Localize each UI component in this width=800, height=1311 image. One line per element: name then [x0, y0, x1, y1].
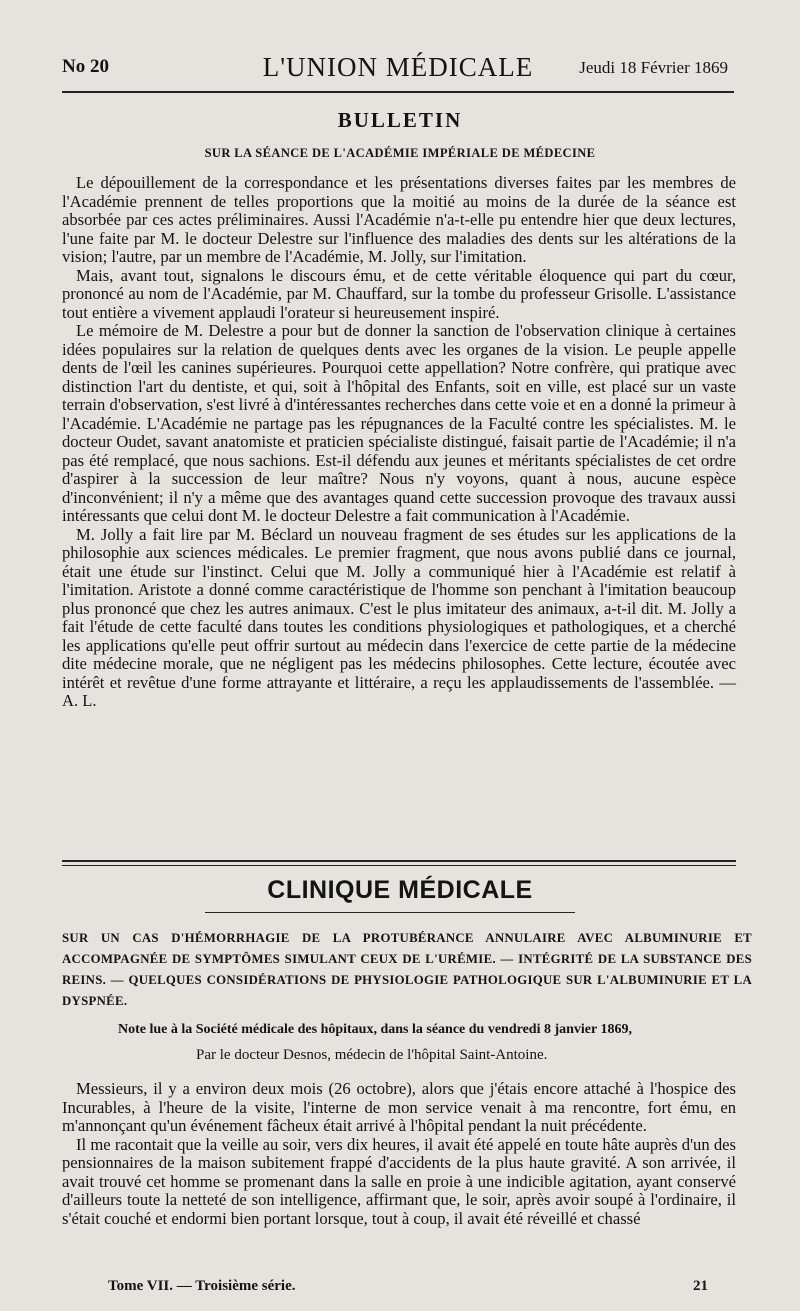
author-line: Par le docteur Desnos, médecin de l'hôpital Saint-Antoine.: [196, 1047, 548, 1063]
bulletin-body: [62, 174, 736, 711]
paragraph: Le dépouillement de la correspondance et les présentations diverses faites par les membres de l'Académie prennent de telles proportions que la moitié au moins de la durée de la séance est absorbée par ces actes préliminaires. Aussi l'Académie n'a-t-elle pu entendre hier que deux lectures, l'une faite par M. le docteur Delestre sur l'influence des maladies des dents sur les altérations de la vision; l'autre, par un membre de l'Académie, M. Jolly, sur l'imitation.: [62, 173, 736, 266]
title-underline: [205, 912, 575, 913]
paragraph: Il me racontait que la veille au soir, vers dix heures, il avait été appelé en toute hâte auprès d'un des pensionnaires de la maison subitement frappé d'accidents de la plus haute gravité. A son arrivée, il avait trouvé cet homme se promenant dans la salle en proie à une indicible agitation, ayant conservé d'ailleurs toute la netteté de son intelligence, affirmant que, le soir, après avoir soupé à l'ordinaire, il s'était couché et endormi bien portant lorsque, tout à coup, il avait été réveillé et chassé: [62, 1134, 736, 1228]
lecture-note: Note lue à la Société médicale des hôpitaux, dans la séance du vendredi 8 janvier 1869,: [118, 1022, 632, 1037]
tome-label: Tome VII. — Troisième série.: [108, 1278, 296, 1294]
clinique-title: CLINIQUE MÉDICALE: [267, 876, 533, 904]
paragraph: M. Jolly a fait lire par M. Béclard un nouveau fragment de ses études sur les applications de la philosophie aux sciences médicales. Le premier fragment, que nous avons publié dans ce journal, était une étude sur l'instinct. Celui que M. Jolly a communiqué hier à l'Académie est relatif à l'imitation. Aristote a donné comme caractéristique de l'homme son penchant à l'imitation beaucoup plus prononcé que chez les autres animaux. C'est le plus imitateur des animaux, a-t-il dit. M. Jolly a fait l'étude de cette faculté dans toutes les conditions physiologiques et pathologiques, et a cherché les applications qu'elle peut offrir surtout au médecin dans l'exercice de cette partie de la médecine dite médecine morale, que ne négligent pas les médecins philosophes. Cette lecture, écoutée avec intérêt et revêtue d'une forme attrayante et littéraire, a reçu les applaudissements de l'assemblée. — A. L.: [62, 524, 736, 710]
section-divider-thin: [62, 865, 736, 866]
bulletin-title: BULLETIN: [337, 108, 463, 132]
paragraph: Messieurs, il y a environ deux mois (26 octobre), alors que j'étais encore attaché à l'hospice des Incurables, à l'heure de la visite, l'interne de mon service venait à ma rencontre, fort ému, en m'annonçant qu'un événement fâcheux était arrivé à l'hôpital pendant la nuit précédente.: [62, 1079, 736, 1135]
page-number: 21: [693, 1278, 708, 1294]
issue-number: No 20: [62, 56, 109, 77]
issue-date: Jeudi 18 Février 1869: [579, 58, 728, 77]
paragraph: Mais, avant tout, signalons le discours ému, et de cette véritable éloquence qui part du cœur, prononcé au nom de l'Académie, par M. Chauffard, sur la tombe du professeur Grisolle. L'assistance tout entière a vivement applaudi l'orateur si heureusement inspiré.: [62, 265, 736, 322]
section-divider: [62, 860, 736, 862]
header-rule: [62, 91, 734, 93]
journal-title: L'UNION MÉDICALE: [262, 52, 534, 82]
clinique-body: [62, 1080, 736, 1228]
page-header: [62, 52, 734, 86]
paragraph: Le mémoire de M. Delestre a pour but de donner la sanction de l'observation clinique à certaines idées populaires sur la relation de quelques dents avec les organes de la vision. Le peuple appelle dents de l'œil les canines supérieures. Pourquoi cette appellation? Notre confrère, qui pratique avec distinction l'art du dentiste, et qui, soit à l'hôpital des Enfants, soit en ville, est placé sur un vaste terrain d'observation, s'est livré à d'intéressantes recherches dans cette voie et en a donné la primeur à l'Académie. L'Académie ne partage pas les répugnances de la Faculté contre les spécialistes. M. le docteur Oudet, savant anatomiste et praticien spécialiste distingué, faisait partie de l'Académie; il n'a pas été remplacé, que nous sachions. Est-il défendu aux jeunes et méritants spécialistes de cet ordre d'aspirer à la succession de leur maître? Nous n'y voyons, quant à nous, aucune espèce d'inconvénient; il n'y a même que des avantages quand cette succession provoque des travaux aussi intéressants que celui dont M. le docteur Delestre a fait communication à l'Académie.: [62, 321, 736, 525]
clinique-subtitle: SUR UN CAS D'HÉMORRHAGIE DE LA PROTUBÉRANCE ANNULAIRE AVEC ALBUMINURIE ET ACCOMPAGNÉE DE SYMPTÔMES SIMULANT CEUX DE L'URÉMIE. — INTÉGRITÉ DE LA SUBSTANCE DES REINS. — QUELQUES CONSIDÉRATIONS DE PHYSIOLOGIE PATHOLOGIQUE SUR L'ALBUMINURIE ET LA DYSPNÉE.: [62, 931, 752, 1008]
bulletin-subtitle: SUR LA SÉANCE DE L'ACADÉMIE IMPÉRIALE DE MÉDECINE: [204, 146, 596, 160]
